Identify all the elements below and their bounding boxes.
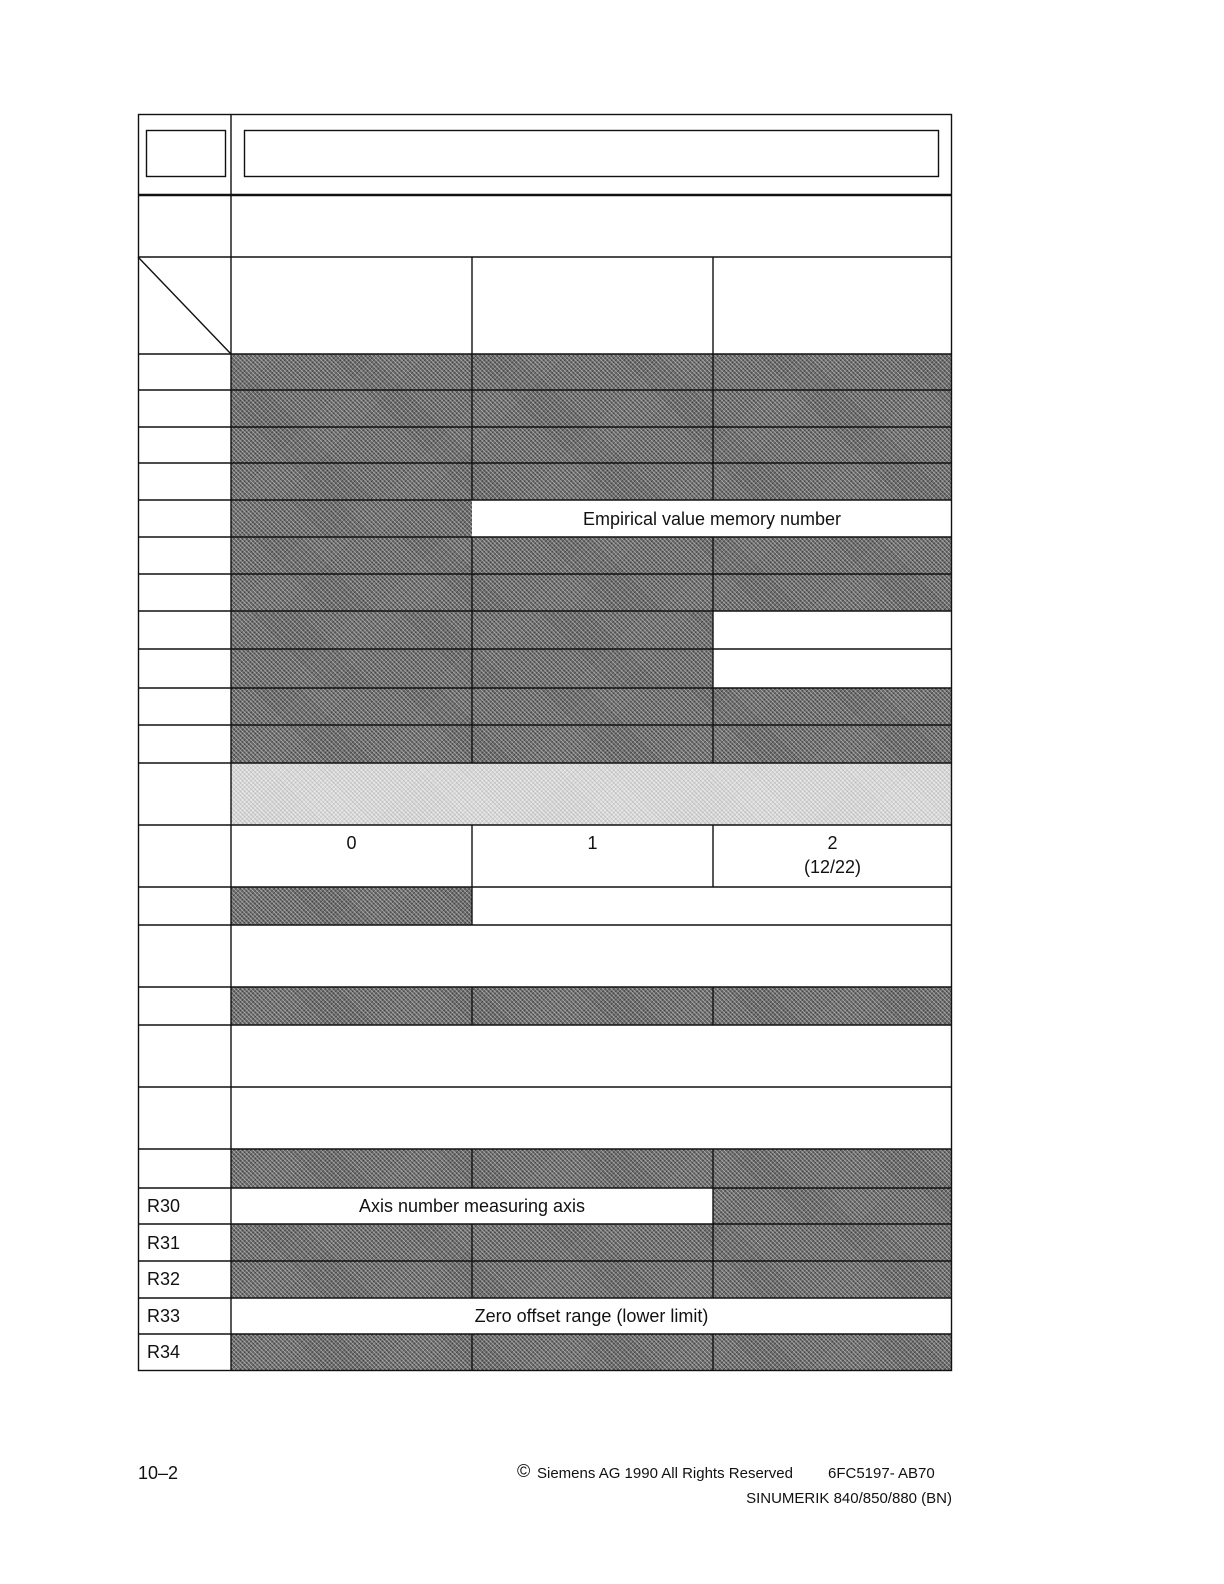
row-label-r30: R30 — [147, 1196, 181, 1216]
axis-number-label: Axis number measuring axis — [358, 1196, 586, 1216]
zero-offset-label: Zero offset range (lower limit) — [474, 1306, 709, 1326]
column-value-2: 2 — [827, 833, 838, 853]
page-number: 10–2 — [138, 1463, 179, 1483]
empirical-value-label: Empirical value memory number — [582, 509, 842, 529]
row-label-r32: R32 — [147, 1269, 181, 1289]
order-number: 6FC5197- AB70 — [828, 1465, 935, 1482]
column-value-1: 1 — [587, 833, 598, 853]
row-label-r33: R33 — [147, 1306, 181, 1326]
column-value-0: 0 — [346, 833, 357, 853]
product-name: SINUMERIK 840/850/880 (BN) — [746, 1490, 952, 1507]
row-label-r31: R31 — [147, 1233, 181, 1253]
copyright-text: Siemens AG 1990 All Rights Reserved — [537, 1465, 793, 1482]
row-label-r34: R34 — [147, 1342, 181, 1362]
column-value-2-sub: (12/22) — [803, 857, 862, 877]
copyright-symbol: © — [517, 1461, 531, 1481]
